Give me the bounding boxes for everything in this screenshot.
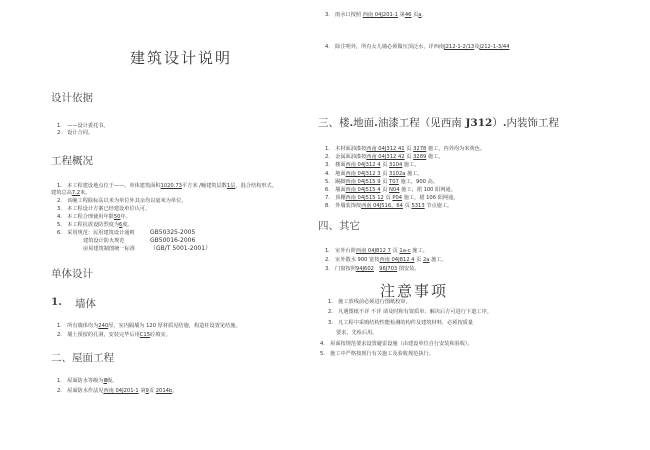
overview-item-6: 6. 采用规范：民用建筑设计通则 [57, 230, 135, 236]
spec-code-2: GB50016-2006 [150, 237, 196, 244]
other-item: 3. 门窗按照94J602 96J703 图安装。 [325, 266, 420, 272]
floors-item: 8. 外墙装饰按西南 04J516，64 页 5313 节点施工。 [325, 203, 453, 210]
floors-item: 2. 金属面油漆按西南 04J312 42 页 3289 施工。 [325, 154, 444, 161]
floors-item: 7. 顶棚西南 04J515 12 页 P04 施工，裙 106 阳网通。 [325, 195, 459, 202]
roof-item-4: 4. 除注明外，所有女儿墙必须做压顶泛水，详西南J212-1-2/13及J212-1-3/44 [325, 44, 510, 50]
roof-heading: 二、屋面工程 [51, 352, 114, 364]
spec-code-1: GB50325-2005 [150, 229, 196, 236]
overview-item-4: 4. 本工程合理使用年限50年。 [57, 214, 131, 220]
wall-item-1: 1. 所有墙体均为240厚，室内隔墙为 120 厚材质见结施，构造柱设置见结施。 [57, 323, 241, 329]
overview-item-1-cont: 建筑总高7.2米。 [51, 190, 91, 196]
overview-item-5: 5. 本工程抗震设防烈度为6度。 [57, 222, 133, 228]
overview-item-2: 2. 该幢工程除标高以米为单位外其余均以毫米为单位。 [57, 198, 187, 204]
notes-item-1: 1. 施工放线前必须进行图纸校审。 [328, 299, 411, 305]
page-title: 建筑设计说明 [130, 49, 233, 67]
notes-item-3-cont: 要求，先检后用。 [336, 330, 378, 336]
overview-item-1: 1. 本工程建设地点位于——。单体建筑面积1020.73平方米 /幢建筑层数1层，混合结构形式。 [57, 183, 277, 189]
roof-item-3: 3. 雨水口按照 西南 04J201-1 第46 页a。 [325, 12, 427, 18]
notes-item-3: 3. 凡工程中采购结构性能检测的构件及建筑材料，必须按质量 [328, 320, 474, 326]
wall-item-2: 2. 墙上预留的孔洞，安装完毕后用C15砼填实。 [57, 332, 171, 338]
other-item: 1. 室外台阶西南 04J812 7 页 1a-c 施工。 [325, 248, 428, 254]
notes-item-2: 2. 凡遇图纸不详 不详 请及时和有资质单、解决后方可进行下道工序。 [328, 309, 492, 315]
floors-heading: 三、楼.地面.油漆工程（见西南 J312）.内装饰工程 [318, 117, 560, 129]
notes-item-4: 4. 屋面按规范要求设置避雷设施（由建设单位自行安装和验收）。 [320, 341, 473, 347]
floors-item: 3. 楼面西南 04J312 4 页 3104 施工。 [325, 162, 420, 169]
spec-name-3: 房屋建筑制图统一标准 [83, 246, 135, 252]
basis-item-1: 1. ——设计委托书。 [57, 123, 109, 129]
wall-heading: 墙体 [75, 298, 96, 310]
basis-heading: 设计依据 [51, 92, 93, 104]
roof-item-2: 2. 屋面防水作法见西南 04J201-1 第9页 2014b。 [57, 388, 178, 394]
roof-item-1: 1. 屋面防水等级为Ⅲ级。 [57, 378, 118, 384]
notes-item-5: 5. 施工中严格按现行有关施工及验收规范执行。 [320, 351, 434, 357]
overview-item-3: 3. 本工程设计方案已经建设单位认可。 [57, 206, 151, 212]
overview-heading: 工程概况 [51, 155, 93, 167]
spec-name-2: 建筑设计防火规范 [83, 238, 125, 244]
floors-item: 4. 地面西南 04J312 3 页 3102a 施工。 [325, 170, 423, 177]
basis-item-2: 2. 设计合同。 [57, 130, 94, 136]
notes-heading: 注意事项 [380, 282, 449, 300]
floors-item: 5. 踢脚西南 04J515 9 页 T07 施工，900 高。 [325, 178, 438, 185]
spec-code-3: （GB/T 5001-2001） [150, 245, 212, 252]
floors-item: 1. 木材面油漆按西南 04J312 41 页 3278 施工，内外均为米黄色。 [325, 146, 486, 152]
single-heading: 单体设计 [51, 268, 93, 280]
other-heading: 四、其它 [318, 220, 360, 232]
wall-number: 1. [51, 296, 62, 308]
floors-item: 6. 墙面西南 04J515 4 页 N04 施工，裙 100 阳网通。 [325, 187, 456, 193]
other-item: 2. 室外散水 900 宽按西南 04J812 4 页 2a 施工。 [325, 257, 447, 263]
